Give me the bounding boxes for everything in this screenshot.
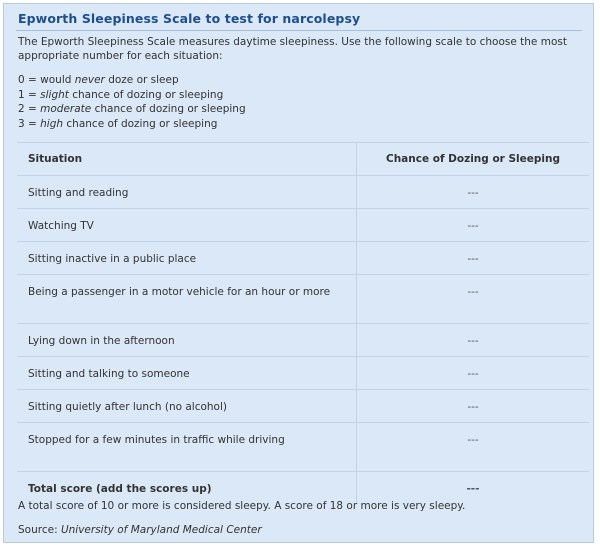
table-row: [17, 324, 589, 357]
title-divider: [16, 30, 582, 31]
table-row: [17, 357, 589, 390]
scale-prefix: 1 =: [18, 88, 41, 101]
situation-cell: Sitting inactive in a public place: [17, 242, 357, 275]
chance-cell: ---: [357, 357, 590, 390]
situation-cell: Lying down in the afternoon: [17, 324, 357, 357]
situation-cell: Sitting and talking to someone: [17, 357, 357, 390]
chance-cell: ---: [357, 209, 590, 242]
source-prefix: Source:: [18, 524, 61, 536]
total-label: Total score (add the scores up): [17, 472, 357, 505]
table-row: [17, 423, 589, 472]
source-name: University of Maryland Medical Center: [60, 524, 262, 536]
scale-term: never: [74, 74, 105, 86]
scale-prefix: 0 = would: [18, 74, 75, 86]
scale-prefix: 2 =: [18, 103, 41, 115]
table-row: [17, 209, 589, 242]
scale-term: moderate: [40, 103, 92, 115]
scale-item: [18, 73, 246, 88]
scale-suffix: chance of dozing or sleeping: [68, 88, 224, 101]
score-interpretation: A total score of 10 or more is considered sleepy. A score of 18 or more is very sleepy.: [18, 500, 466, 512]
scale-item: [18, 88, 246, 103]
scale-item: [18, 117, 246, 132]
scale-item: [18, 102, 246, 117]
scale-term: slight: [40, 88, 69, 101]
chance-cell: ---: [357, 176, 590, 209]
scale-suffix: doze or sleep: [104, 74, 179, 86]
chance-cell: ---: [357, 423, 590, 472]
chance-cell: ---: [357, 275, 590, 324]
situation-cell: Stopped for a few minutes in traffic while driving: [17, 423, 357, 472]
total-value: ---: [357, 472, 590, 505]
chance-cell: ---: [357, 324, 590, 357]
scale-suffix: chance of dozing or sleeping: [63, 117, 218, 130]
table-row: [17, 176, 589, 209]
situation-cell: Being a passenger in a motor vehicle for an hour or more: [17, 275, 357, 324]
table-row: [17, 242, 589, 275]
source-line: [18, 524, 262, 536]
chance-cell: ---: [357, 390, 590, 423]
table-header-row: [17, 143, 589, 176]
info-card: [3, 3, 594, 543]
chance-cell: ---: [357, 242, 590, 275]
table-row: [17, 275, 589, 324]
scale-term: high: [40, 117, 64, 130]
scale-suffix: chance of dozing or sleeping: [91, 103, 246, 115]
situation-cell: Sitting quietly after lunch (no alcohol): [17, 390, 357, 423]
scale-legend: [18, 73, 246, 131]
situation-cell: Watching TV: [17, 209, 357, 242]
scale-prefix: 3 =: [18, 117, 41, 130]
card-title: Epworth Sleepiness Scale to test for narcolepsy: [18, 11, 361, 26]
intro-text: The Epworth Sleepiness Scale measures daytime sleepiness. Use the following scale to choose the most appropriate number for each situation:: [18, 36, 567, 62]
table-row: [17, 390, 589, 423]
sleepiness-table: [17, 142, 589, 504]
column-header-situation: Situation: [17, 143, 357, 176]
situation-cell: Sitting and reading: [17, 176, 357, 209]
column-header-chance: Chance of Dozing or Sleeping: [357, 143, 590, 176]
